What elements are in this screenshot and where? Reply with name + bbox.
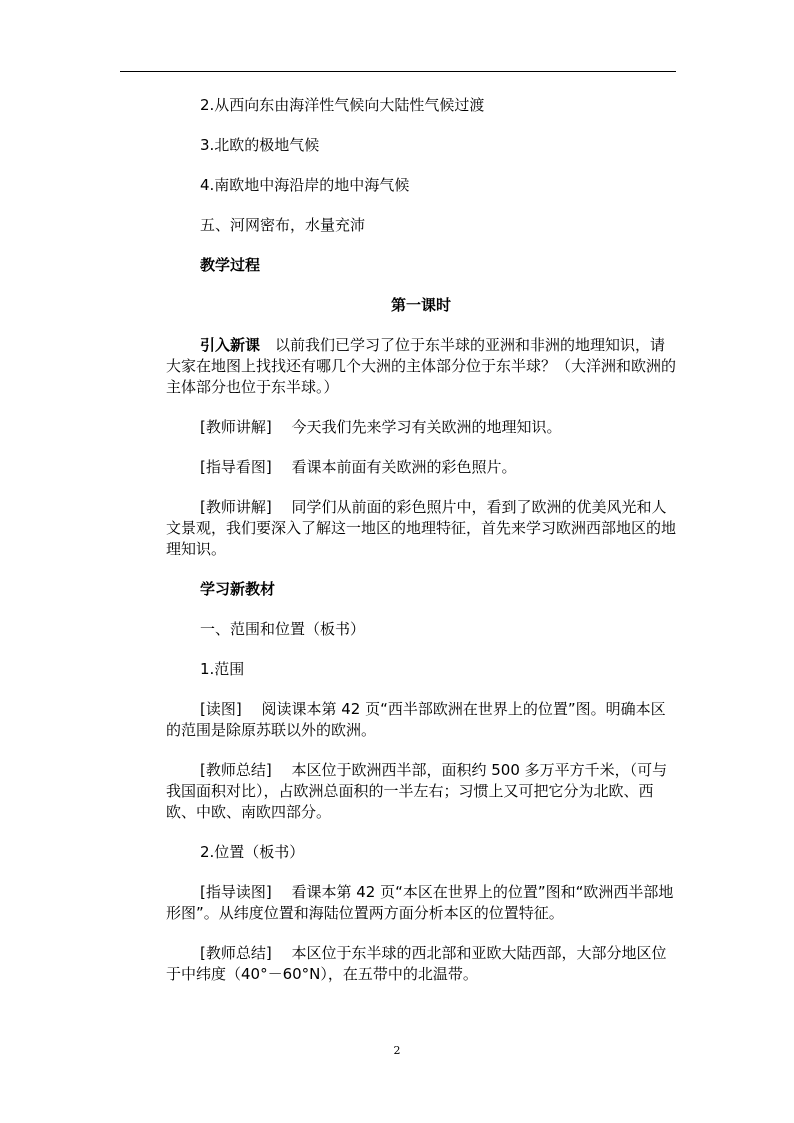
paragraph: [指导看图] 看课本前面有关欧洲的彩色照片。 — [200, 458, 517, 476]
paragraph: 3.北欧的极地气候 — [200, 136, 320, 154]
header-rule — [120, 71, 676, 72]
paragraph: [读图] 阅读课本第 42 页“西半部欧洲在世界上的位置”图。明确本区的范围是除原苏联以外的欧洲。 — [166, 700, 666, 739]
section-heading: 教学过程 — [200, 256, 261, 274]
paragraph: 2.从西向东由海洋性气候向大陆性气候过渡 — [200, 96, 485, 114]
paragraph: [教师讲解] 同学们从前面的彩色照片中，看到了欧洲的优美风光和人文景观，我们要深入了解这一地区的地理特征，首先来学习欧洲西部地区的地理知识。 — [166, 498, 677, 558]
paragraph: [指导读图] 看课本第 42 页“本区在世界上的位置”图和“欧洲西半部地形图”。从纬度位置和海陆位置两方面分析本区的位置特征。 — [166, 883, 674, 922]
lesson-heading: 第一课时 — [390, 296, 451, 314]
paragraph: 五、河网密布，水量充沛 — [200, 216, 366, 234]
paragraph: 1.范围 — [200, 660, 245, 678]
paragraph: [教师总结] 本区位于欧洲西半部，面积约 500 多万平方千米，（可与我国面积对比），占欧洲总面积的一半左右；习惯上又可把它分为北欧、西欧、中欧、南欧四部分。 — [166, 761, 668, 821]
paragraph: [教师讲解] 今天我们先来学习有关欧洲的地理知识。 — [200, 418, 562, 436]
lead-label: 引入新课 — [200, 336, 261, 354]
paragraph-text: 以前我们已学习了位于东半球的亚洲和非洲的地理知识，请大家在地图上找找还有哪几个大洲的主体部分位于东半球？（大洋洲和欧洲的主体部分也位于东半球。） — [166, 336, 677, 396]
paragraph: 4.南欧地中海沿岸的地中海气候 — [200, 176, 410, 194]
section-heading: 学习新教材 — [200, 580, 276, 598]
paragraph: 一、范围和位置（板书） — [200, 620, 366, 638]
document-body — [166, 95, 676, 1004]
paragraph — [166, 335, 676, 398]
page-number: 2 — [393, 1044, 401, 1057]
paragraph: 2.位置（板书） — [200, 843, 305, 861]
paragraph: [教师总结] 本区位于东半球的西北部和亚欧大陆西部，大部分地区位于中纬度（40°－60°N），在五带中的北温带。 — [166, 944, 667, 983]
